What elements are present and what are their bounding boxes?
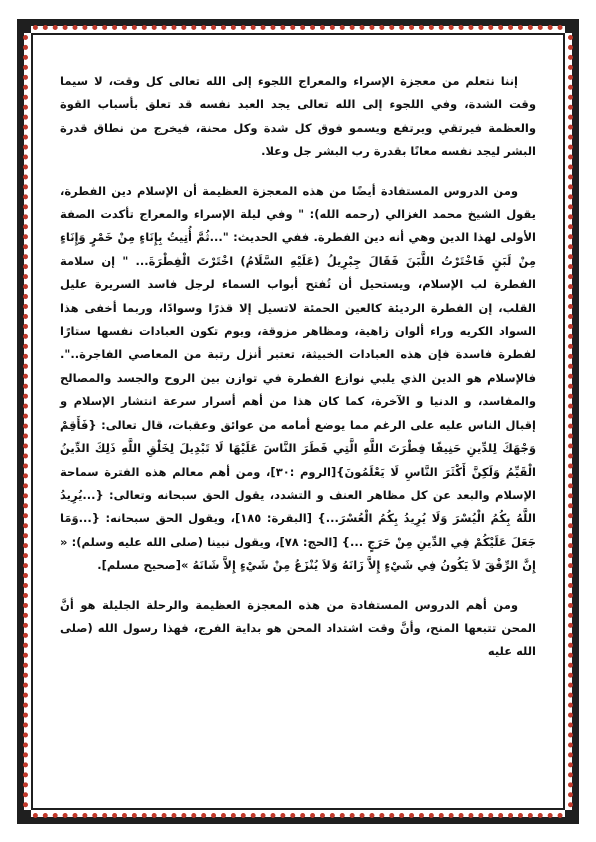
paragraph-1: إننا نتعلم من معجزة الإسراء والمعراج اللجوء إلى الله تعالى كل وقت، لا سيما وقت الشدة، وفي اللجوء إلى الله تعالى يجد العبد نفسه قد تعلق بأسباب القوة والعظمة فيرتقي ويرتفع ويسمو فوق كل شدة وكل محنة، فيخرج من نطاق قدرة البشر ليجد نفسه معانًا بقدرة رب البشر جل وعلا.	[60, 74, 536, 159]
border-corner-bottom-left	[17, 810, 31, 824]
paragraph-2: ومن الدروس المستفادة أيضًا من هذه المعجزة العظيمة أن الإسلام دين الفطرة، يقول الشيخ محمد الغزالي (رحمه الله): " وفي ليلة الإسراء والمعراج تأكدت الصفة الأولى لهذا الدين وهي أنه دين الفطرة. ففي الحديث: "...ثُمَّ أُتِيتُ بِإِنَاءٍ مِنْ خَمْرٍ وَإِنَاءٍ مِنْ لَبَنٍ فَاخْتَرْتُ اللَّبَنَ فَقَالَ جِبْرِيلُ (عَلَيْهِ السَّلَامُ) اخْتَرْتَ الْفِطْرَةَ... " إن سلامة الفطرة لب الإسلام، ويستحيل أن تُفتح أبواب السماء لرجل فاسد السريرة عليل القلب، إن الفطرة الرديئة كالعين الحمئة لاتسيل إلا قذرًا وسوادًا، وربما أخفى هذا السواد الكريه وراء ألوان زاهية، ومظاهر مزوقة، ويوم تكون العبادات نفسها ستارًا لفطرة فاسدة فإن هذه العبادات الخبيثة، تعتبر أنزل رتبة من المعاصي الفاجرة..". فالإسلام هو الدين الذي يلبي نوازع الفطرة في توازن بين الروح والجسد والمصالح والمفاسد، و الدنيا و الآخرة، كما كان هذا من أهم أسرار سرعة انتشار الإسلام و إقبال الناس عليه على الرغم مما يوضع أمامه من عوائق وعقبات، قال تعالى: {فَأَقِمْ وَجْهَكَ لِلدِّينِ حَنِيفًا فِطْرَتَ اللَّهِ الَّتِي فَطَرَ النَّاسَ عَلَيْهَا لَا تَبْدِيلَ لِخَلْقِ اللَّهِ ذَلِكَ الدِّينُ الْقَيِّمُ وَلَكِنَّ أَكْثَرَ النَّاسِ لَا يَعْلَمُونَ}[الروم :٣٠]، ومن أهم معالم هذه الفترة سماحة الإسلام والبعد عن كل مظاهر العنف و التشدد، يقول الحق سبحانه وتعالى: {...يُرِيدُ اللَّهُ بِكُمُ الْيُسْرَ وَلَا يُرِيدُ بِكُمُ الْعُسْرَ...} [البقرة: ١٨٥]، ويقول الحق سبحانه: {...وَمَا جَعَلَ عَلَيْكُمْ فِي الدِّينِ مِنْ حَرَجٍ ...} [الحج: ٧٨]، ويقول نبينا (صلى الله عليه وسلم): « إِنَّ الرِّفْقَ لاَ يَكُونُ فِي شَيْءٍ إِلاَّ زَانَهُ وَلاَ يُنْزَعُ مِنْ شَيْءٍ إِلاَّ شَانَهُ »[صحيح مسلم].	[60, 183, 536, 573]
document-body	[60, 70, 536, 770]
paragraph-3: ومن أهم الدروس المستفادة من هذه المعجزة العظيمة والرحلة الجليلة هو أنَّ المحن تتبعها المنح، وأنَّ وقت اشتداد المحن هو بداية الفرج، فهذا رسول الله (صلى الله عليه	[60, 597, 536, 659]
border-corner-bottom-right	[565, 810, 579, 824]
border-corner-top-left	[17, 19, 31, 33]
border-corner-top-right	[565, 19, 579, 33]
